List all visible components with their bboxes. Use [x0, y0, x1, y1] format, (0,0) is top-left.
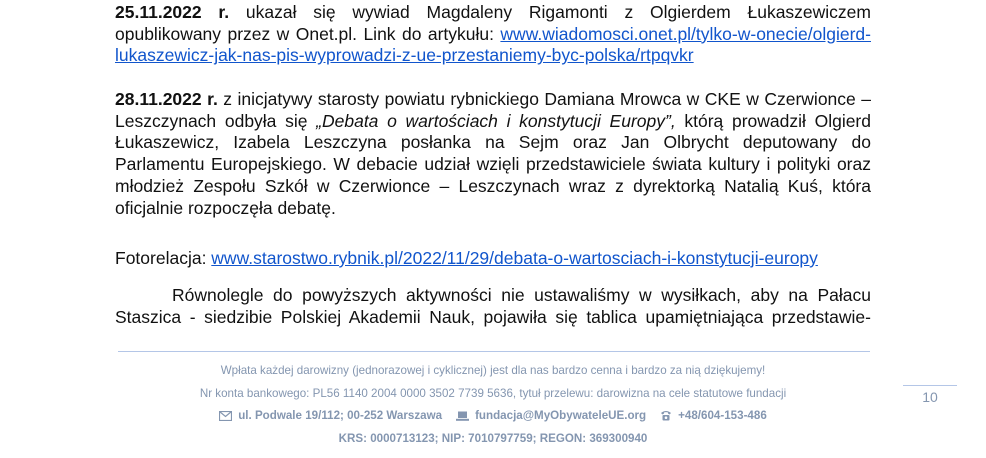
footer-phone: +48/604-153-486	[678, 409, 767, 422]
onet-article-link[interactable]: www.wiadomosci.onet.pl/tylko-w-onecie/olgierd-lukaszewicz-jak-nas-pis-wyprowadzi-z-ue-przestaniemy-byc-polska/rtpqvkr	[115, 23, 871, 66]
phone-icon	[660, 410, 672, 425]
envelope-icon	[219, 411, 232, 425]
paragraph-debate	[115, 89, 871, 219]
paragraph-text: Równolegle do powyższych aktywności nie ustawaliśmy w wysiłkach, aby na Pałacu Staszica - siedzibie Polskiej Akademii Nauk, pojawiła się tablica upamiętniająca przedstawie-	[115, 285, 871, 327]
date-label: 25.11.2022 r.	[115, 2, 230, 22]
date-label: 28.11.2022 r.	[115, 89, 218, 109]
footer-registry: KRS: 0000713123; NIP: 7010797759; REGON: 369300940	[338, 432, 648, 445]
footer-address: ul. Podwale 19/112; 00-252 Warszawa	[238, 409, 443, 422]
page-number: 10	[922, 389, 938, 405]
paragraph-interview	[115, 2, 871, 67]
footer-email[interactable]: fundacja@MyObywateleUE.org	[475, 409, 647, 422]
debate-title: „Debata o wartościach i konstytucji Europy”,	[316, 110, 676, 131]
photo-report-label: Fotorelacja:	[115, 248, 212, 268]
footer-contact	[100, 409, 886, 425]
footer-divider	[118, 351, 870, 352]
laptop-icon	[456, 411, 469, 425]
footer-thanks: Wpłata każdej darowizny (jednorazowej i cyklicznej) jest dla nas bardzo cenna i bardzo za nią dziękujemy!	[220, 364, 766, 377]
paragraph-text: ukazał się wywiad Magdaleny Rigamonti z Olgierdem Łukaszewiczem opublikowany przez w Onet.pl. Link do artykułu:	[115, 2, 871, 44]
page-number-divider	[903, 385, 957, 386]
paragraph-text: którą prowadził Olgierd Łukaszewicz, Izabela Leszczyna posłanka na Sejm oraz Jan Olbrycht deputowany do Parlamentu Europejskiego. W debacie udział wzięli przedstawiciele świata kultury i polityki oraz młodzież Zespołu Szkół w Czerwionce – Leszczynach wraz z dyrektorką Natalią Kuś, która oficjalnie rozpoczęła debatę.	[115, 110, 871, 218]
starostwo-photo-link[interactable]: www.starostwo.rybnik.pl/2022/11/29/debata-o-wartosciach-i-konstytucji-europy	[211, 248, 818, 268]
paragraph-plaque	[115, 285, 871, 328]
paragraph-photo-report	[115, 248, 871, 270]
paragraph-text: z inicjatywy starosty powiatu rybnickiego Damiana Mrowca w CKE w Czerwionce – Leszczynach odbyła się	[115, 89, 871, 131]
footer-bank-account: Nr konta bankowego: PL56 1140 2004 0000 3502 7739 5636, tytuł przelewu: darowizna na cele statutowe fundacji	[199, 387, 787, 400]
